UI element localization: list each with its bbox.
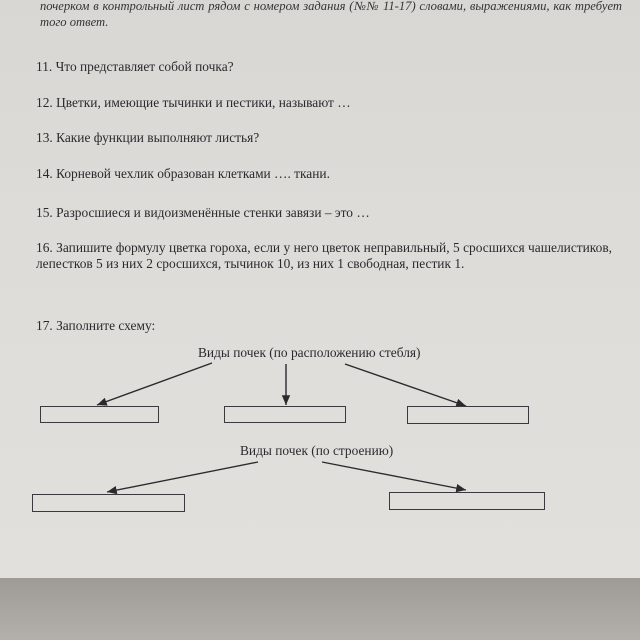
answer-box-bottom-left[interactable] [32,494,185,512]
arrow-left-top [97,363,212,405]
table-surface [0,578,640,640]
answer-box-bottom-right[interactable] [389,492,545,510]
answer-box-top-right[interactable] [407,406,529,424]
answer-box-top-left[interactable] [40,406,159,423]
question-12: 12. Цветки, имеющие тычинки и пестики, называют … [36,95,351,110]
answer-box-top-center[interactable] [224,406,346,423]
scheme-top-label: Виды почек (по расположению стебля) [198,345,421,360]
arrow-right-bottom [322,462,466,490]
question-15: 15. Разросшиеся и видоизменённые стенки завязи – это … [36,205,370,220]
question-16: 16. Запишите формулу цветка гороха, если у него цветок неправильный, 5 сросшихся чашелистиков, лепестков 5 из них 2 сросшихся, тычинок 10, из них 1 свободная, пестик 1. [36,240,612,271]
arrow-right-top [345,364,466,406]
question-17: 17. Заполните схему: [36,318,156,333]
scheme-bottom-label: Виды почек (по строению) [240,443,394,458]
question-11: 11. Что представляет собой почка? [36,59,234,74]
question-14: 14. Корневой чехлик образован клетками …. ткани. [36,166,330,181]
question-13: 13. Какие функции выполняют листья? [36,130,260,145]
instructions-text: почерком в контрольный лист рядом с номером задания (№№ 11-17) словами, выражениями, как требует того ответ. [40,0,622,29]
arrow-left-bottom [107,462,258,492]
